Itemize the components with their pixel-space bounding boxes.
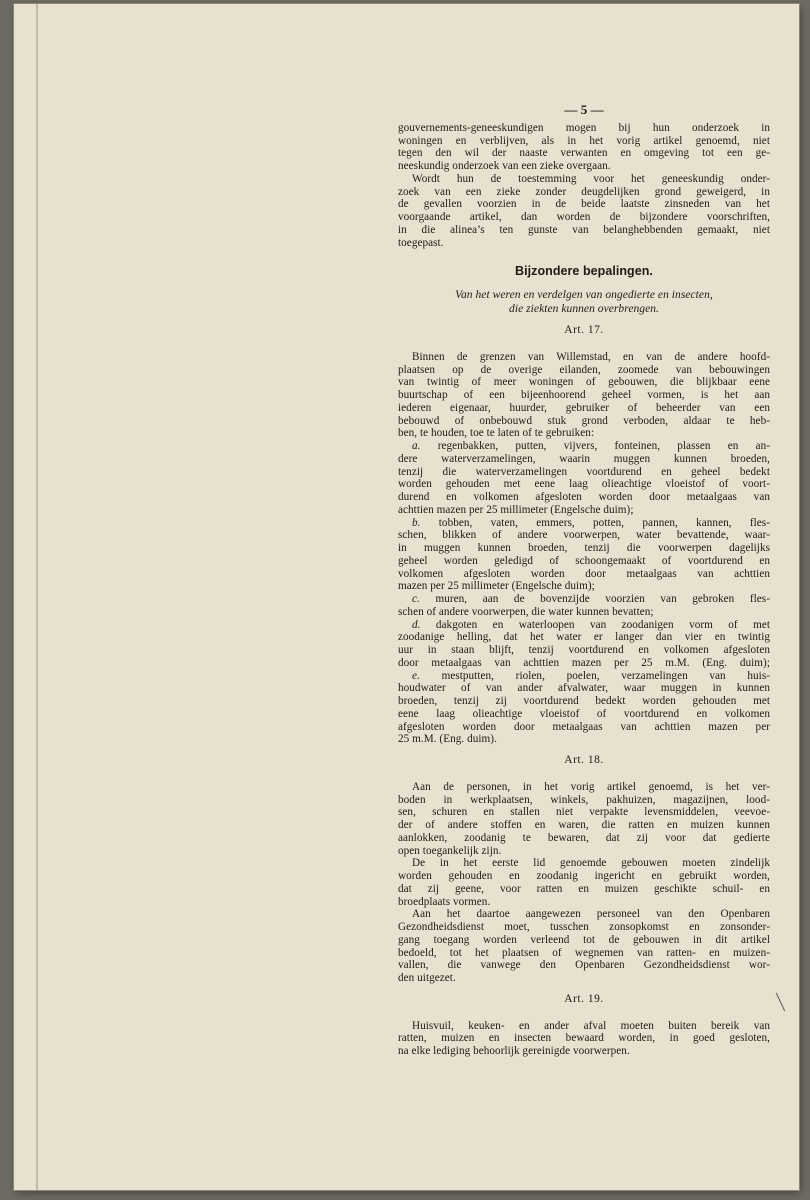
text-line: achttien mazen per 25 millimeter (Engelsche duim); [398, 503, 634, 516]
text-line: Wordt hun de toestemming voor het geneeskundig onder- [412, 172, 770, 185]
intro-paragraph-2 [398, 173, 770, 250]
item-letter: b. [412, 516, 421, 529]
subtitle-line: Van het weren en verdelgen van ongedierte en insecten, [455, 289, 713, 301]
article-18-paragraph-1 [398, 781, 770, 858]
text-line: worden gehouden met eene laag olieachtige vloeistof of voort- [398, 478, 770, 491]
text-line: woningen en verblijven, als in het vorig artikel genoemd, niet [398, 134, 770, 147]
text-line: vallen, die vanwege den Openbaren Gezondheidsdienst wor- [398, 959, 770, 972]
text-line: De in het eerste lid genoemde gebouwen moeten zindelijk [412, 857, 770, 870]
text-line: sen, schuren en stallen niet verpakte levensmiddelen, veevoe- [398, 806, 770, 819]
article-18-paragraph-3 [398, 908, 770, 985]
text-line: door metaalgaas van achttien mazen per 25 m.M. (Eng. duim); [398, 656, 770, 669]
subtitle-line: die ziekten kunnen overbrengen. [509, 303, 659, 315]
text-line: dat zij geene, voor ratten en muizen geschikte schuil- en [398, 882, 770, 895]
text-line: uur in staan blijft, tenzij voortdurend en volkomen afgesloten [398, 644, 770, 656]
text-line: houdwater of van ander afvalwater, waar muggen in kunnen [398, 682, 770, 695]
text-line: Gezondheidsdienst moet, tusschen zonsopkomst en zonsonder- [398, 921, 770, 933]
page-number: — 5 — [564, 102, 604, 117]
text-line: broeden, tenzij zij voortdurend bedekt worden gehouden met [398, 695, 770, 707]
text-line: open toegankelijk zijn. [398, 844, 502, 857]
text-line: den uitgezet. [398, 972, 456, 984]
text-line: toegepast. [398, 236, 444, 249]
text-line: broedplaats vormen. [398, 895, 491, 908]
article-17-title: Art. 17. [564, 324, 604, 336]
text-line: in muggen kunnen broeden, tenzij die voorwerpen dagelijks [398, 542, 770, 554]
article-17-item-d [398, 619, 770, 670]
text-line: mazen per 25 millimeter (Engelsche duim); [398, 580, 595, 593]
text-line: 25 m.M. (Eng. duim). [398, 733, 497, 746]
text-line: Binnen de grenzen van Willemstad, en van de andere hoofd- [412, 350, 770, 363]
document-page [14, 4, 799, 1190]
article-17-item-c [398, 593, 770, 619]
section-heading: Bijzondere bepalingen. [515, 264, 653, 279]
text-line: gouvernements-geneeskundigen mogen bij hun onderzoek in [398, 121, 770, 134]
text-line: gang toegang worden verleend tot de gebouwen in dit artikel [398, 933, 770, 946]
section-subtitle [398, 288, 770, 316]
item-text: dakgoten en waterloopen van zoodanigen vorm of met [435, 618, 770, 631]
text-line: aanlokken, zoodanig te bewaren, dat zij voor dat gedierte [398, 831, 770, 844]
text-line [398, 619, 770, 632]
text-column [398, 104, 770, 1058]
item-letter: e. [412, 669, 420, 682]
item-letter: a. [412, 440, 421, 452]
text-line: geheel worden geledigd of schoongemaakt of voortdurend en [398, 554, 770, 567]
text-line: ratten, muizen en insecten bewaard worden, in goed gesloten, [398, 1032, 770, 1045]
text-line: iederen eigenaar, huurder, gebruiker of beheerder van een [398, 401, 770, 414]
text-line: voorgaande artikel, dan worden de bijzondere voorschriften, [398, 211, 770, 223]
text-line: na elke lediging behoorlijk gereinigde voorwerpen. [398, 1045, 630, 1057]
margin-pencil-mark [776, 993, 785, 1012]
text-line [398, 593, 770, 606]
item-text: tobben, vaten, emmers, potten, pannen, kannen, fles- [438, 516, 770, 529]
text-line: ben, te houden, toe te laten of te gebruiken: [398, 427, 595, 440]
text-line: bedoeld, tot het plaatsen of wegnemen van ratten- en muizen- [398, 946, 770, 959]
text-line [398, 670, 770, 683]
text-line: schen, blikken of andere voorwerpen, water bevattende, waar- [398, 529, 770, 542]
text-line: Aan de personen, in het vorig artikel genoemd, is het ver- [412, 780, 770, 793]
text-line: neeskundig onderzoek van een zieke overgaan. [398, 160, 611, 172]
text-line: tenzij die waterverzamelingen voortdurend en geheel bedekt [398, 465, 770, 478]
article-17-item-a [398, 440, 770, 517]
text-line: plaatsen op de overige eilanden, zoomede van bebouwingen [398, 363, 770, 376]
text-line: volkomen afgesloten worden door metaalgaas van achttien [398, 567, 770, 580]
item-text: mestputten, riolen, poelen, verzamelingen van huis- [441, 669, 770, 682]
item-text: regenbakken, putten, vijvers, fonteinen, plassen en an- [437, 440, 770, 452]
intro-paragraph-1 [398, 122, 770, 173]
text-line: zoek van een zieke zonder deugdelijken grond geweigerd, in [398, 185, 770, 198]
item-letter: c. [412, 593, 420, 605]
text-line: eene laag olieachtige vloeistof of voortdurend en volkomen [398, 707, 770, 720]
article-18-paragraph-2 [398, 857, 770, 908]
text-line: Huisvuil, keuken- en ander afval moeten buiten bereik van [412, 1019, 770, 1032]
article-17-intro [398, 351, 770, 440]
article-18-title: Art. 18. [564, 754, 604, 766]
article-17-item-b [398, 517, 770, 594]
text-line: dere waterverzamelingen, waarin muggen kunnen broeden, [398, 452, 770, 465]
article-17-item-e [398, 670, 770, 747]
text-line: in die alinea’s ten gunste van belanghebbenden gemaakt, niet [398, 223, 770, 236]
text-line: Aan het daartoe aangewezen personeel van den Openbaren [412, 908, 770, 921]
text-line: der of andere stoffen en waren, die ratten en muizen kunnen [398, 819, 770, 831]
text-line: tegen den wil der naaste verwanten en omgeving tot een ge- [398, 147, 770, 160]
text-line: worden gehouden en zoodanig ingericht en gebruikt worden, [398, 870, 770, 882]
text-line: boden in werkplaatsen, winkels, pakhuizen, magazijnen, lood- [398, 793, 770, 806]
text-line: van twintig of meer woningen of gebouwen, die blijkbaar eene [398, 376, 770, 389]
text-line [398, 440, 770, 453]
text-line: schen of andere voorwerpen, die water kunnen bevatten; [398, 605, 654, 618]
text-line: durend en volkomen afgesloten worden door metaalgaas van [398, 491, 770, 503]
text-line: buurtschap of een bijeenhoorend geheel vormen, is het aan [398, 389, 770, 401]
text-line [398, 517, 770, 530]
text-line: afgesloten worden door metaalgaas van achttien mazen per [398, 720, 770, 733]
item-letter: d. [412, 618, 421, 631]
text-line: zoodanige helling, dat het water er langer dan vier en twintig [398, 631, 770, 644]
text-line: bebouwd of onbebouwd stuk grond verboden, aldaar te heb- [398, 414, 770, 427]
article-19-paragraph-1 [398, 1020, 770, 1058]
article-19-title: Art. 19. [564, 992, 604, 1005]
text-line: de gevallen voorzien in de beide laatste zinsneden van het [398, 198, 770, 211]
item-text: muren, aan de bovenzijde voorzien van gebroken fles- [435, 593, 770, 605]
